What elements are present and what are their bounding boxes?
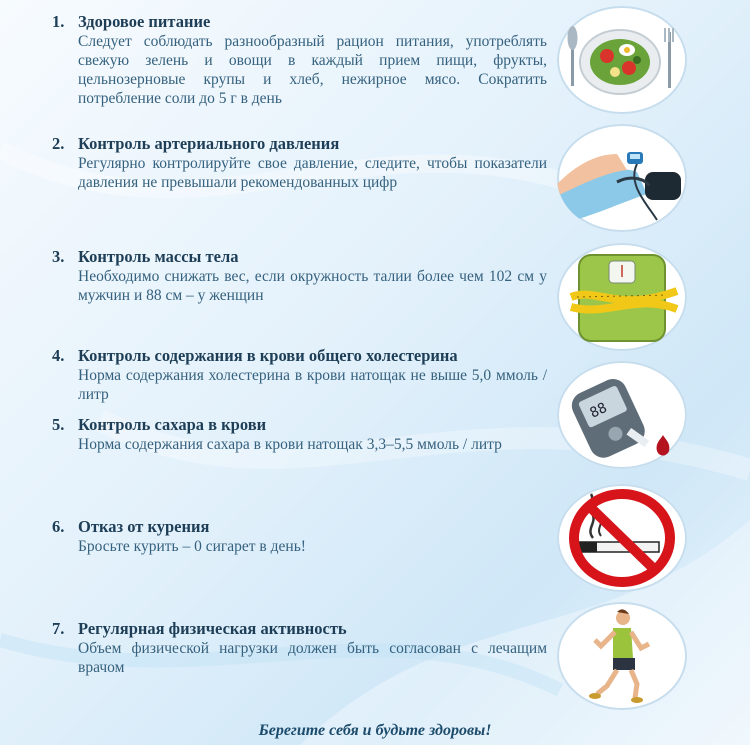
- tip-title: Контроль содержания в крови общего холестерина: [78, 346, 458, 365]
- no-smoking-icon: [557, 484, 687, 592]
- tip-number: 6.: [52, 517, 65, 536]
- tip-physical-activity: [52, 619, 547, 677]
- tip-title: Контроль артериального давления: [78, 134, 340, 153]
- tip-blood-pressure: [52, 134, 547, 192]
- tip-title: Отказ от курения: [78, 517, 210, 536]
- tip-healthy-eating: [52, 12, 547, 108]
- tip-number: 5.: [52, 415, 65, 434]
- healthy-food-plate-icon: [557, 6, 687, 114]
- tip-number: 4.: [52, 346, 65, 365]
- footer-slogan: Берегите себя и будьте здоровы!: [258, 722, 492, 739]
- tip-body-weight: [52, 247, 547, 305]
- tip-title: Контроль массы тела: [78, 247, 239, 266]
- tip-number: 1.: [52, 12, 65, 31]
- tip-title: Контроль сахара в крови: [78, 415, 267, 434]
- running-man-icon: [557, 602, 687, 710]
- tip-title: Регулярная физическая активность: [78, 619, 347, 638]
- scale-measuring-tape-icon: [557, 243, 687, 351]
- tip-cholesterol: [52, 346, 547, 404]
- tip-description: Необходимо снижать вес, если окружность талии более чем 102 см у мужчин и 88 см – у женщин: [78, 268, 547, 304]
- tip-quit-smoking: [52, 517, 547, 556]
- glucometer-icon: [557, 361, 687, 469]
- tip-number: 3.: [52, 247, 65, 266]
- svg-text:88: 88: [587, 399, 610, 422]
- tip-description: Норма содержания холестерина в крови натощак не выше 5,0 ммоль / литр: [78, 367, 547, 403]
- tip-description: Регулярно контролируйте свое давление, следите, чтобы показатели давления не превышали рекомендованных цифр: [78, 155, 547, 191]
- tip-description: Следует соблюдать разнообразный рацион питания, употреблять свежую зелень и овощи в каждый прием пищи, фрукты, цельнозерновые крупы и хлеб, нежирное мясо. Сократить потребление соли до 5 г в день: [78, 33, 547, 107]
- tip-description: Норма содержания сахара в крови натощак 3,3–5,5 ммоль / литр: [78, 436, 502, 453]
- tip-description: Бросьте курить – 0 сигарет в день!: [78, 538, 306, 555]
- blood-pressure-monitor-icon: [557, 124, 687, 232]
- tip-title: Здоровое питание: [78, 12, 211, 31]
- tip-description: Объем физической нагрузки должен быть согласован с лечащим врачом: [78, 640, 547, 676]
- tip-blood-sugar: [52, 415, 547, 454]
- tip-number: 7.: [52, 619, 65, 638]
- tip-number: 2.: [52, 134, 65, 153]
